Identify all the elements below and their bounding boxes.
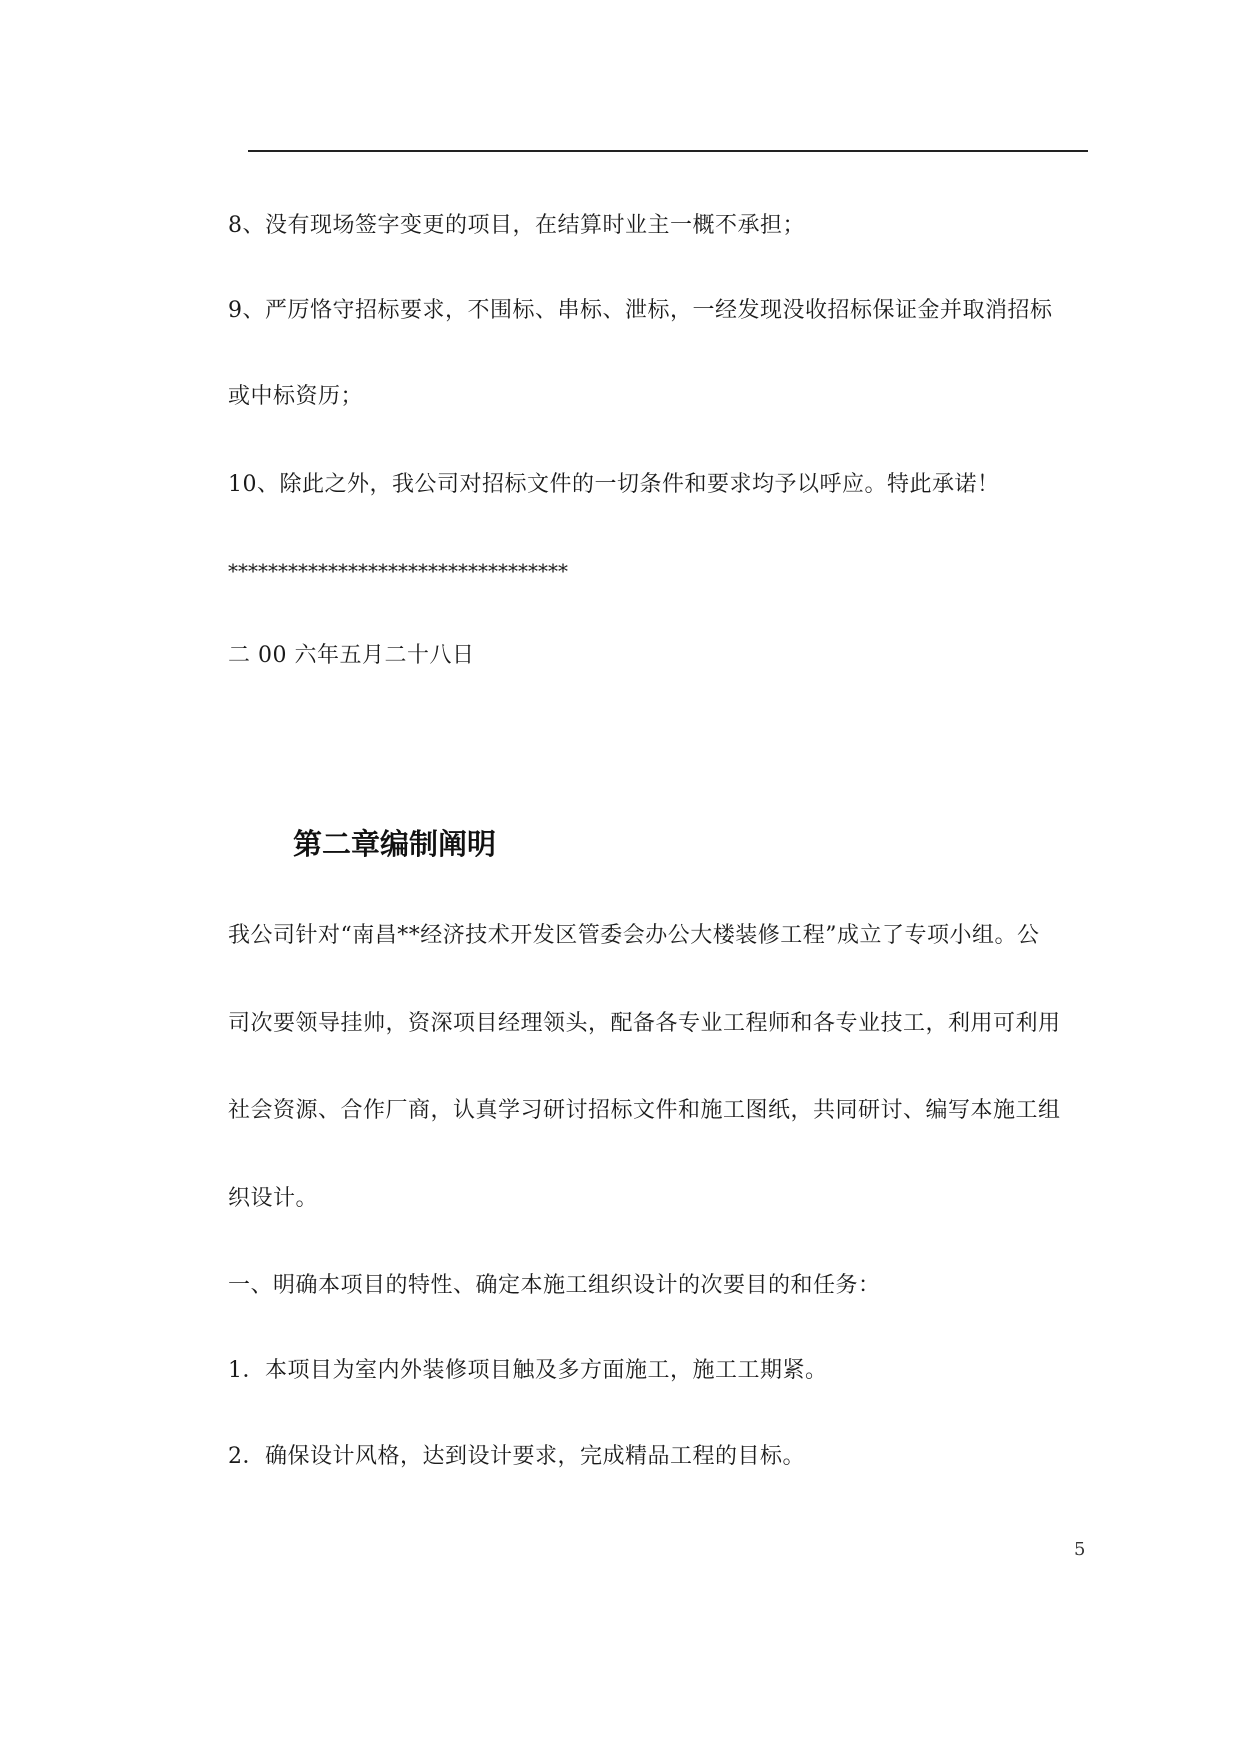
commitment-item-9-line-1: 9、严厉恪守招标要求，不围标、串标、泄标，一经发现没收招标保证金并取消招标: [228, 298, 1053, 323]
page-number: 5: [1074, 1539, 1086, 1560]
chapter-title: 第二章编制阐明: [293, 827, 497, 861]
chapter-paragraph-line-1: 我公司针对“南昌**经济技术开发区管委会办公大楼装修工程”成立了专项小组。公: [228, 923, 1040, 948]
chapter-paragraph-line-4: 织设计。: [228, 1186, 319, 1211]
commitment-item-10: 10、除此之外，我公司对招标文件的一切条件和要求均予以呼应。特此承诺！: [228, 472, 1000, 497]
section-1-item-1: 1．本项目为室内外装修项目触及多方面施工，施工工期紧。: [228, 1358, 828, 1383]
section-1-heading: 一、明确本项目的特性、确定本施工组织设计的次要目的和任务：: [228, 1273, 881, 1298]
signature-mask: **********************************: [228, 559, 568, 583]
commitment-item-8: 8、没有现场签字变更的项目，在结算时业主一概不承担；: [228, 213, 805, 238]
section-1-item-2: 2．确保设计风格，达到设计要求，完成精品工程的目标。: [228, 1444, 805, 1469]
signing-date: 二 00 六年五月二十八日: [228, 643, 475, 668]
chapter-paragraph-line-3: 社会资源、合作厂商，认真学习研讨招标文件和施工图纸，共同研讨、编写本施工组: [228, 1098, 1061, 1123]
header-rule: [248, 150, 1088, 152]
commitment-item-9-line-2: 或中标资历；: [228, 384, 364, 409]
chapter-paragraph-line-2: 司次要领导挂帅，资深项目经理领头，配备各专业工程师和各专业技工，利用可利用: [228, 1011, 1061, 1036]
